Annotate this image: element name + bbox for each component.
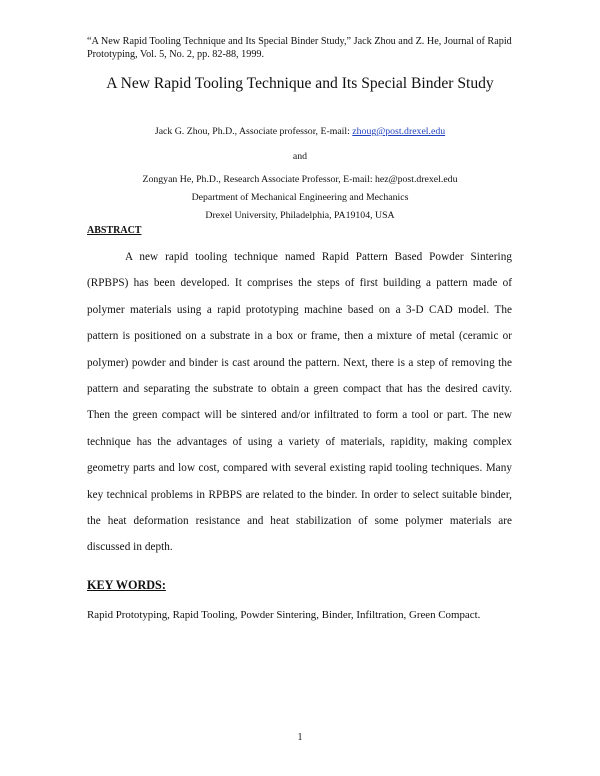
abstract-heading: ABSTRACT bbox=[87, 225, 142, 236]
university-line: Drexel University, Philadelphia, PA19104, USA bbox=[205, 210, 395, 221]
paper-title: A New Rapid Tooling Technique and Its Special Binder Study bbox=[106, 75, 494, 92]
keywords-body: Rapid Prototyping, Rapid Tooling, Powder Sintering, Binder, Infiltration, Green Compact. bbox=[87, 609, 481, 621]
citation-note: “A New Rapid Tooling Technique and Its Special Binder Study,” Jack Zhou and Z. He, Journal of Rapid Prototyping, Vol. 5, No. 2, pp. 82-88, 1999. bbox=[87, 36, 512, 60]
keywords-heading: KEY WORDS: bbox=[87, 578, 166, 592]
author-line-1 bbox=[0, 125, 600, 138]
author-separator: and bbox=[292, 151, 308, 162]
page-number: 1 bbox=[297, 732, 303, 743]
abstract-body: A new rapid tooling technique named Rapid Pattern Based Powder Sintering (RPBPS) has been developed. It comprises the steps of first building a pattern made of polymer materials using a rapid prototyping machine based on a 3-D CAD model. The pattern is positioned on a substrate in a box or frame, then a mixture of metal (ceramic or polymer) powder and binder is cast around the pattern. Next, there is a step of removing the pattern and separating the substrate to obtain a green compact that has the desired cavity. Then the green compact will be sintered and/or infiltrated to form a tool or part. The new technique has the advantages of using a variety of materials, rapidity, making complex geometry parts and low cost, compared with several existing rapid tooling techniques. Many key technical problems in RPBPS are related to the binder. In order to select suitable binder, the heat deformation resistance and heat stabilization of some polymer materials are discussed in depth. bbox=[87, 251, 512, 554]
department-line: Department of Mechanical Engineering and Mechanics bbox=[191, 192, 409, 203]
author1-text: Jack G. Zhou, Ph.D., Associate professor, E-mail: bbox=[154, 126, 353, 137]
author1-email-link[interactable]: zhoug@post.drexel.edu bbox=[352, 126, 446, 137]
author-line-2: Zongyan He, Ph.D., Research Associate Professor, E-mail: hez@post.drexel.edu bbox=[142, 174, 458, 185]
